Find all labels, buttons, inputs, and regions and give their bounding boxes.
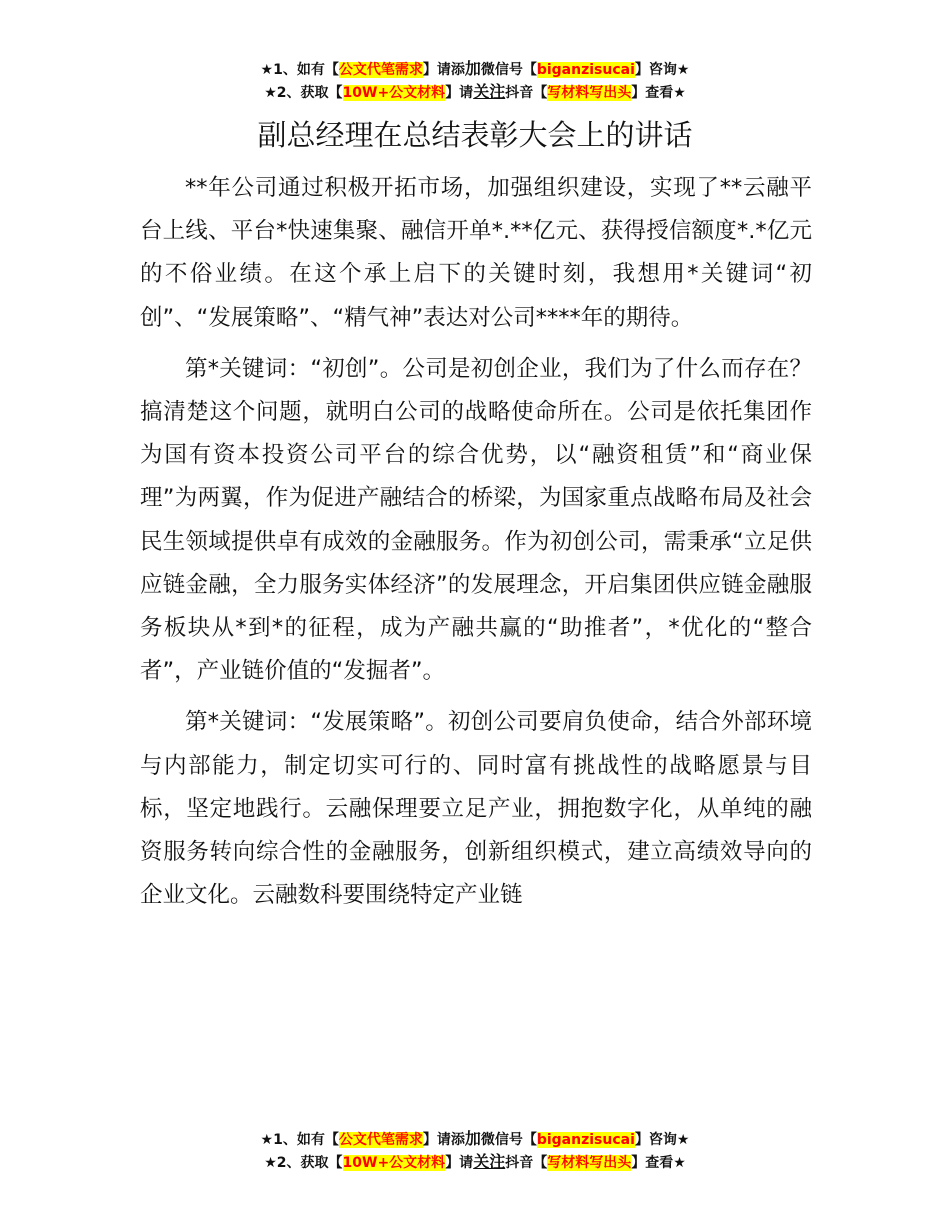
banner-text: 】请添 <box>422 62 465 78</box>
banner-text: 微信号【 <box>480 1132 537 1148</box>
highlight-materials: 10W+公文材料 <box>342 1155 446 1171</box>
banner-text: 】请添 <box>422 1132 465 1148</box>
banner-text: 】咨询★ <box>634 1132 690 1148</box>
banner-text: 】查看★ <box>631 85 686 101</box>
banner-line-1 <box>0 1128 950 1151</box>
banner-text: 【 <box>324 1132 339 1148</box>
banner-text: 】请 <box>445 85 474 101</box>
body-paragraph: **年公司通过积极开拓市场，加强组织建设，实现了**云融平台上线、平台*快速集聚、融信开单*.**亿元、获得授信额度*.*亿元的不俗业绩。在这个承上启下的关键时刻，我想用*关键词“初创”、“发展策略”、“精气神”表达对公司****年的期待。 <box>140 175 812 331</box>
body-paragraph: 第*关键词：“初创”。公司是初创企业，我们为了什么而存在？搞清楚这个问题，就明白公司的战略使命所在。公司是依托集团作为国有资本投资公司平台的综合优势，以“融资租赁”和“商业保理”为两翼，作为促进产融结合的桥梁，为国家重点战略布局及社会民生领域提供卓有成效的金融服务。作为初创公司，需秉承“立足供应链金融，全力服务实体经济”的发展理念，开启集团供应链金融服务板块从*到*的征程，成为产融共赢的“助推者”，*优化的“整合者”，产业链价值的“发掘者”。 <box>140 355 812 685</box>
highlight-douyin: 写材料写出头 <box>547 1155 632 1171</box>
banner-text: 微信号【 <box>480 62 537 78</box>
highlight-wechat-id: biganzisucai <box>536 62 635 78</box>
banner-text: ★2、获取【 <box>264 85 343 101</box>
banner-line-1 <box>0 58 950 81</box>
body-paragraph: 第*关键词：“发展策略”。初创公司要肩负使命，结合外部环境与内部能力，制定切实可行的、同时富有挑战性的战略愿景与目标，坚定地践行。云融保理要立足产业，拥抱数字化，从单纯的融资服务转向综合性的金融服务，创新组织模式，建立高绩效导向的企业文化。云融数科要围绕特定产业链 <box>140 709 812 909</box>
highlight-douyin: 写材料写出头 <box>547 85 632 101</box>
bottom-banner <box>0 1128 950 1174</box>
highlight-materials: 10W+公文材料 <box>342 85 446 101</box>
highlight-service: 公文代笔需求 <box>338 62 423 78</box>
banner-text: 】咨询★ <box>634 62 690 78</box>
banner-text: 抖音【 <box>505 1155 548 1171</box>
banner-text: ★1、如有 <box>260 62 325 78</box>
banner-text: 】查看★ <box>631 1155 686 1171</box>
banner-text: 】请 <box>445 1155 474 1171</box>
top-banner <box>0 58 950 104</box>
banner-text: 抖音【 <box>505 85 548 101</box>
highlight-service: 公文代笔需求 <box>338 1132 423 1148</box>
banner-text: 关注 <box>473 82 506 101</box>
document-body <box>140 167 812 1012</box>
banner-text: ★1、如有 <box>260 1132 325 1148</box>
banner-text: 加 <box>464 1129 481 1148</box>
banner-text: 关注 <box>473 1152 506 1171</box>
highlight-wechat-id: biganzisucai <box>536 1132 635 1148</box>
banner-text: 【 <box>324 62 339 78</box>
banner-line-2 <box>0 81 950 104</box>
document-title: 副总经理在总结表彰大会上的讲话 <box>257 118 693 152</box>
banner-text: ★2、获取【 <box>264 1155 343 1171</box>
banner-line-2 <box>0 1151 950 1174</box>
banner-text: 加 <box>464 59 481 78</box>
